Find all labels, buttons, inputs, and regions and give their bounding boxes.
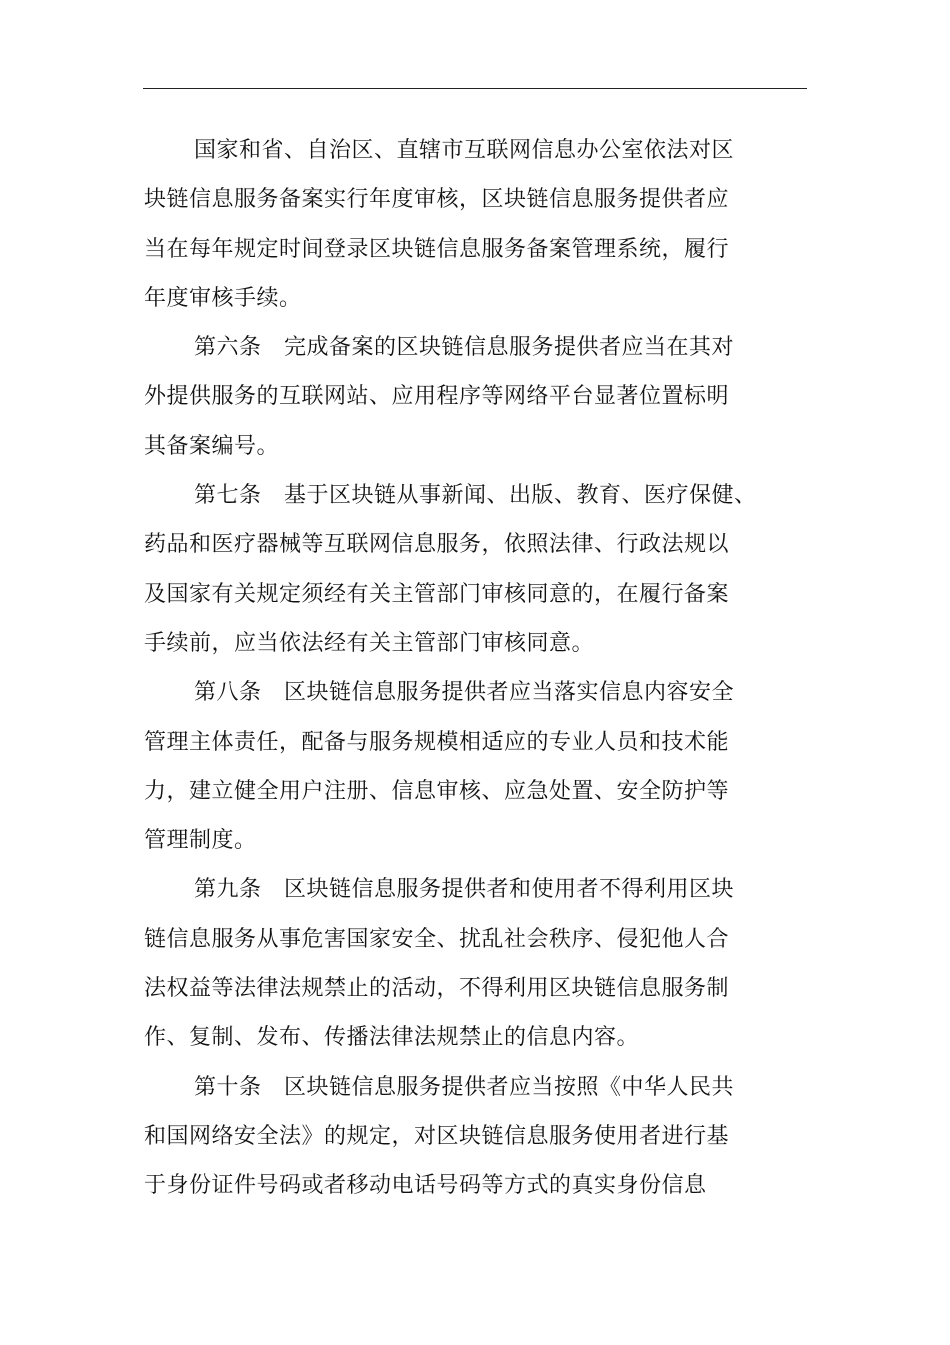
- text-line: 和国网络安全法》的规定，对区块链信息服务使用者进行基: [144, 1123, 730, 1149]
- text-line: 链信息服务从事危害国家安全、扰乱社会秩序、侵犯他人合: [144, 926, 730, 952]
- text-line: 及国家有关规定须经有关主管部门审核同意的，在履行备案: [144, 581, 730, 607]
- document-body: [144, 126, 784, 1211]
- text-line: 第九条 区块链信息服务提供者和使用者不得利用区块: [194, 877, 735, 903]
- text-line: 国家和省、自治区、直辖市互联网信息办公室依法对区: [194, 138, 735, 163]
- text-line: 作、复制、发布、传播法律法规禁止的信息内容。: [144, 1025, 640, 1051]
- text-line: 第六条 完成备案的区块链信息服务提供者应当在其对: [194, 335, 735, 361]
- text-line: 第七条 基于区块链从事新闻、出版、教育、医疗保健、: [194, 483, 757, 509]
- text-line: 外提供服务的互联网站、应用程序等网络平台显著位置标明: [144, 384, 730, 410]
- text-line: 管理制度。: [144, 828, 257, 854]
- text-line: 块链信息服务备案实行年度审核，区块链信息服务提供者应: [144, 187, 730, 213]
- text-line: 其备案编号。: [144, 433, 280, 459]
- text-line: 手续前，应当依法经有关主管部门审核同意。: [144, 630, 595, 656]
- text-line: 药品和医疗器械等互联网信息服务，依照法律、行政法规以: [144, 532, 730, 558]
- text-line: 于身份证件号码或者移动电话号码等方式的真实身份信息: [144, 1173, 707, 1199]
- header-rule: [143, 88, 807, 89]
- text-line: 当在每年规定时间登录区块链信息服务备案管理系统，履行: [144, 236, 730, 262]
- text-line: 法权益等法律法规禁止的活动，不得利用区块链信息服务制: [144, 976, 730, 1002]
- text-line: 第八条 区块链信息服务提供者应当落实信息内容安全: [194, 680, 735, 706]
- text-line: 管理主体责任，配备与服务规模相适应的专业人员和技术能: [144, 729, 730, 755]
- text-line: 年度审核手续。: [144, 285, 302, 311]
- text-line: 第十条 区块链信息服务提供者应当按照《中华人民共: [194, 1074, 735, 1100]
- text-line: 力，建立健全用户注册、信息审核、应急处置、安全防护等: [144, 778, 730, 804]
